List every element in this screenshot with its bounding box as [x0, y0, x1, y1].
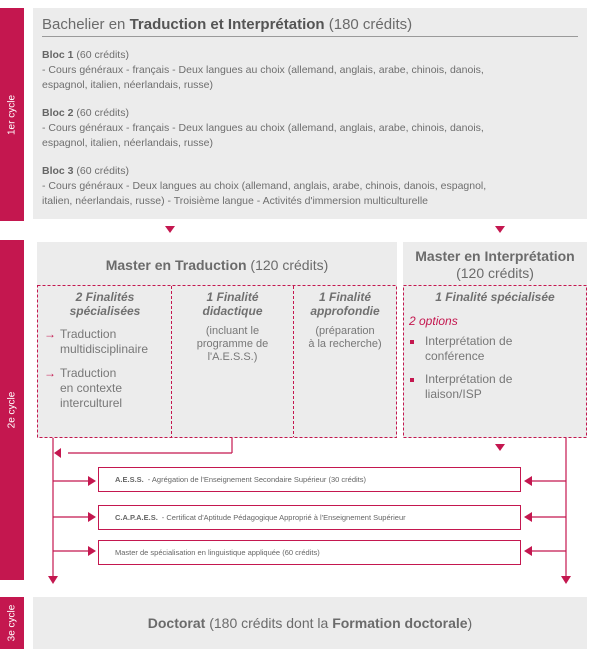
col1-item-2: → Traduction en contexte interculturel [44, 366, 123, 410]
col1-title: 2 Finalités spécialisées [69, 290, 141, 318]
bullet-1 [410, 340, 414, 344]
arrow-left-didactique [54, 448, 61, 458]
arrow-right-master-spec [88, 546, 96, 556]
interpretation-item-2: Interprétation de liaison/ISP [425, 372, 513, 401]
bloc-1: Bloc 1 (60 crédits) - Cours généraux - français - Deux langues au choix (allemand, anglais, arabe, chinois, danois, espagnol, italien, néerlandais, russe) [42, 49, 484, 91]
doctorat-panel: Doctorat (180 crédits dont la Formation doctorale) [33, 597, 587, 649]
aess-box: A.E.S.S. - Agrégation de l'Enseignement Secondaire Supérieur (30 crédits) [98, 467, 521, 492]
arrow-down-doctorat-right [561, 576, 571, 584]
options-label: 2 options [409, 314, 458, 328]
bullet-2 [410, 378, 414, 382]
arrow-down-interpretation [495, 444, 505, 451]
bachelier-title: Bachelier en Traduction et Interprétation (180 crédits) [42, 16, 413, 33]
master-interpretation-header: Master en Interprétation (120 crédits) [403, 242, 587, 284]
capaes-box: C.A.P.A.E.S. - Certificat d'Aptitude Pédagogique Approprié à l'Enseignement Supérieur [98, 505, 521, 530]
interpretation-item-1: Interprétation de conférence [425, 334, 513, 363]
arrow-left-master-spec [524, 546, 532, 556]
master-traduction-header: Master en Traduction (120 crédits) [37, 242, 397, 284]
arrow-right-icon: → [44, 366, 56, 380]
cycle-label-2: 2e cycle [6, 391, 18, 429]
master-specialisation-box: Master de spécialisation en linguistique appliquée (60 crédits) [98, 540, 521, 565]
bloc-3: Bloc 3 (60 crédits) - Cours généraux - Deux langues au choix (allemand, anglais, arabe, chinois, danois, espagnol, italien, néerlandais, russe) - Troisième langue - Activités d'immersion multiculturelle [42, 165, 487, 207]
bloc-2: Bloc 2 (60 crédits) - Cours généraux - français - Deux langues au choix (allemand, anglais, arabe, chinois, danois, espagnol, italien, néerlandais, russe) [42, 107, 484, 149]
col2-sub: (incluant le programme de l'A.E.S.S.) [196, 325, 269, 363]
arrow-to-interpretation [495, 226, 505, 233]
arrow-right-icon: → [44, 327, 56, 341]
arrow-left-aess [524, 476, 532, 486]
cycle-label-1: 1er cycle [6, 94, 18, 135]
col3-title: 1 Finalité approfondie [310, 290, 380, 318]
col1-item-1: → Traduction multidisciplinaire [44, 327, 149, 356]
cycle-label-3: 3e cycle [6, 604, 18, 642]
col2-title: 1 Finalité didactique [202, 290, 263, 318]
arrow-right-aess [88, 476, 96, 486]
arrow-right-capaes [88, 512, 96, 522]
col3-sub: (préparation à la recherche) [308, 325, 382, 350]
arrow-down-doctorat-left [48, 576, 58, 584]
arrow-left-capaes [524, 512, 532, 522]
interpretation-finalite: 1 Finalité spécialisée [435, 290, 555, 304]
arrow-to-traduction [165, 226, 175, 233]
